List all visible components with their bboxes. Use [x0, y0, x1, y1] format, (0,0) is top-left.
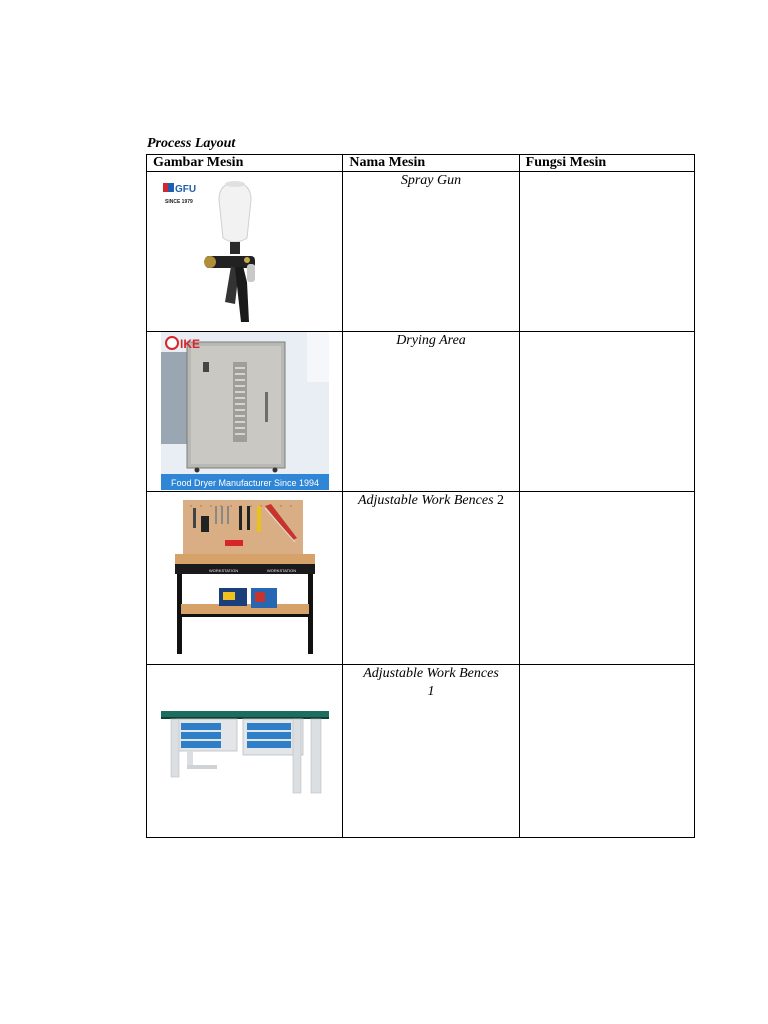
table-row: [147, 172, 695, 332]
workbench-pegboard-icon: [147, 492, 343, 664]
machine-name: Spray Gun: [400, 173, 462, 188]
workbench-drawers-icon: [147, 665, 343, 837]
svg-text:WORKSTATION: WORKSTATION: [209, 568, 239, 573]
spray-gun-icon: [147, 172, 343, 331]
machine-function-cell: [519, 665, 694, 838]
machine-name-cell: [343, 492, 519, 665]
machine-image-cell: [147, 492, 343, 665]
table-row: [147, 332, 695, 492]
dryer-caption: Food Dryer Manufacturer Since 1994: [170, 478, 320, 488]
machine-name-cell: [343, 332, 519, 492]
machine-name: Drying Area: [396, 333, 466, 348]
machine-image-cell: [147, 665, 343, 838]
machine-name-cell: [343, 665, 519, 838]
machine-name: Adjustable Work Bences: [363, 666, 499, 681]
food-dryer-icon: [147, 332, 343, 491]
machine-function-cell: [519, 172, 694, 332]
machine-function-cell: [519, 492, 694, 665]
table-row: [147, 665, 695, 838]
table-row: [147, 492, 695, 665]
machine-name-cell: [343, 172, 519, 332]
spray-gun-logo-text: GFU: [175, 184, 197, 195]
machine-image-cell: [147, 332, 343, 492]
dryer-logo-text: IKE: [180, 337, 201, 351]
svg-text:WORKSTATION: WORKSTATION: [267, 568, 297, 573]
header-gambar-mesin: Gambar Mesin: [147, 155, 343, 172]
machine-name-suffix: 2: [497, 493, 505, 508]
header-fungsi-mesin: Fungsi Mesin: [519, 155, 694, 172]
table-header-row: [147, 155, 695, 172]
machine-function-cell: [519, 332, 694, 492]
process-layout-table: [146, 154, 695, 838]
machine-name-suffix: 1: [427, 684, 435, 699]
document-title: Process Layout: [147, 136, 236, 151]
header-nama-mesin: Nama Mesin: [343, 155, 519, 172]
machine-name: Adjustable Work Bences: [357, 493, 494, 508]
machine-image-cell: [147, 172, 343, 332]
spray-gun-logo-sub: SINCE 1979: [165, 199, 193, 205]
